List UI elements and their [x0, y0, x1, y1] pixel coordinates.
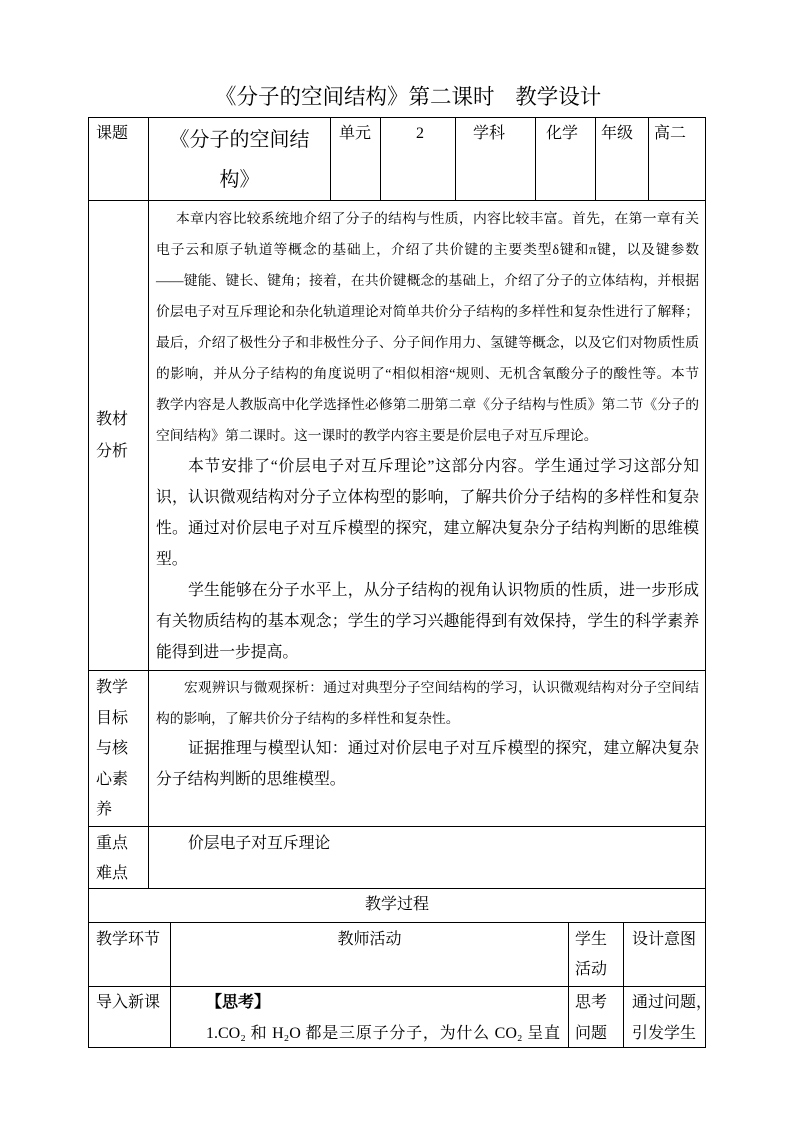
grade-value: 高二: [648, 117, 706, 200]
material-analysis-line: 能得到进一步提高。: [156, 644, 299, 661]
column-header-design-intent: 设计意图: [623, 922, 706, 986]
process-stage: 导入新课: [88, 986, 170, 1048]
material-analysis-label-cell: [88, 200, 148, 670]
objectives-paragraph: [156, 734, 699, 795]
material-analysis-line: 空间结构》第二课时。这一课时的教学内容主要是价层电子对互斥理论。: [156, 428, 598, 443]
topic-value: 《分子的空间结构》: [148, 117, 330, 200]
material-analysis-line: 型。: [156, 551, 188, 568]
student-activity: 思考问题: [568, 986, 623, 1048]
subject-label: 学科: [455, 117, 535, 200]
material-analysis-line: 价层电子对互斥理论和杂化轨道理论对简单共价分子结构的多样性和复杂性进行了解释；: [156, 304, 699, 319]
material-analysis-paragraph: [156, 203, 699, 451]
material-analysis-line: 本节安排了“价层电子对互斥理论”这部分内容。学生通过学习这部分知: [188, 458, 699, 475]
key-points-content: [148, 826, 706, 888]
material-analysis-line: 性。通过对价层电子对互斥模型的探究，建立解决复杂分子结构判断的思维模: [156, 520, 699, 537]
material-analysis-line: 教学内容是人教版高中化学选择性必修第二册第二章《分子结构与性质》第二节《分子的: [156, 397, 699, 412]
material-analysis-line: 最后，介绍了极性分子和非极性分子、分子间作用力、氢键等概念，以及它们对物质性质: [156, 335, 699, 350]
objectives-content: [148, 670, 706, 826]
grade-label: 年级: [595, 117, 648, 200]
objectives-label: 教学目标与核心素养: [88, 670, 148, 826]
design-intent-line: 引发学生: [632, 1025, 697, 1042]
material-analysis-paragraph: [156, 451, 699, 575]
unit-label: 单元: [330, 117, 380, 200]
column-header-stage: 教学环节: [88, 922, 170, 986]
material-analysis-line: 本章内容比较系统地介绍了分子的结构与性质，内容比较丰富。首先，在第一章有关: [176, 211, 699, 226]
material-analysis-line: 有关物质结构的基本观念；学生的学习兴趣能得到有效保持，学生的科学素养: [156, 613, 699, 630]
material-analysis-line: 的影响，并从分子结构的角度说明了“相似相溶“规则、无机含氧酸分子的酸性等。本节: [156, 366, 699, 381]
teacher-activity-cell: [170, 986, 568, 1048]
process-title: 教学过程: [88, 888, 706, 922]
objectives-paragraph: [156, 673, 699, 734]
material-analysis-paragraph: [156, 575, 699, 668]
objectives-line: 构的影响，了解共价分子结构的多样性和复杂性。: [156, 710, 460, 726]
teacher-activity-heading: 【思考】: [206, 994, 271, 1011]
column-header-student-activity: 学生活动: [568, 922, 623, 986]
column-header-teacher-activity: 教师活动: [170, 922, 568, 986]
material-analysis-line: 电子云和原子轨道等概念的基础上，介绍了共价键的主要类型δ键和π键，以及键参数: [156, 242, 699, 257]
material-analysis-line: 识，认识微观结构对分子立体构型的影响，了解共价分子结构的多样性和复杂: [156, 489, 699, 506]
unit-value: 2: [380, 117, 455, 200]
lesson-plan-table: [88, 117, 713, 1048]
design-intent-cell: [623, 986, 713, 1048]
objectives-line: 宏观辨识与微观探析：通过对典型分子空间结构的学习，认识微观结构对分子空间结: [184, 680, 699, 695]
material-analysis-line: 学生能够在分子水平上，从分子结构的视角认识物质的性质，进一步形成: [188, 582, 699, 599]
subject-value: 化学: [535, 117, 595, 200]
material-analysis-label: 教材分析: [96, 410, 129, 460]
objectives-line: 分子结构判断的思维模型。: [156, 770, 346, 788]
key-points-text: 价层电子对互斥理论: [188, 835, 331, 852]
topic-label: 课题: [88, 117, 148, 200]
teacher-activity-line: 1.CO₂ 和 H₂O 都是三原子分子，为什么 CO₂ 呈直: [206, 1025, 560, 1042]
material-analysis-line: ——键能、键长、键角；接着，在共价键概念的基础上，介绍了分子的立体结构，并根据: [156, 273, 699, 288]
material-analysis-content: [148, 200, 706, 670]
key-points-label: 重点难点: [88, 826, 148, 888]
design-intent-line: 通过问题，: [632, 994, 713, 1011]
document-title: 《分子的空间结构》第二课时 教学设计: [215, 85, 602, 109]
objectives-line: 证据推理与模型认知：通过对价层电子对互斥模型的探究，建立解决复杂: [188, 740, 699, 757]
